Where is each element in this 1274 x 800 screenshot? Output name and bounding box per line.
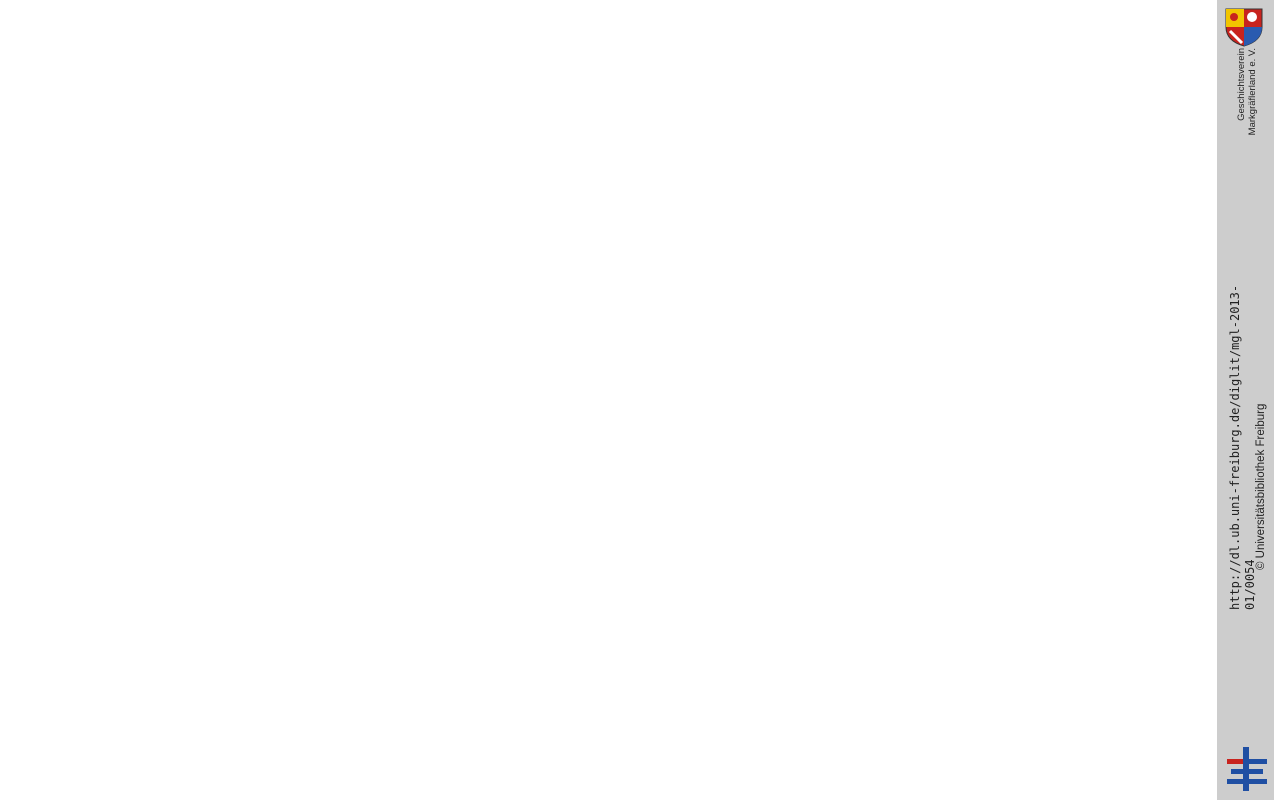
- copyright-notice: © Universitätsbibliothek Freiburg: [1255, 403, 1267, 570]
- document-url[interactable]: http://dl.ub.uni-freiburg.de/diglit/mgl-2013-01/0054: [1228, 284, 1257, 610]
- ub-freiburg-logo-icon: [1225, 745, 1269, 793]
- coat-of-arms-icon: [1222, 7, 1266, 47]
- society-name: Geschichtsverein Markgräflerland e. V.: [1236, 48, 1258, 136]
